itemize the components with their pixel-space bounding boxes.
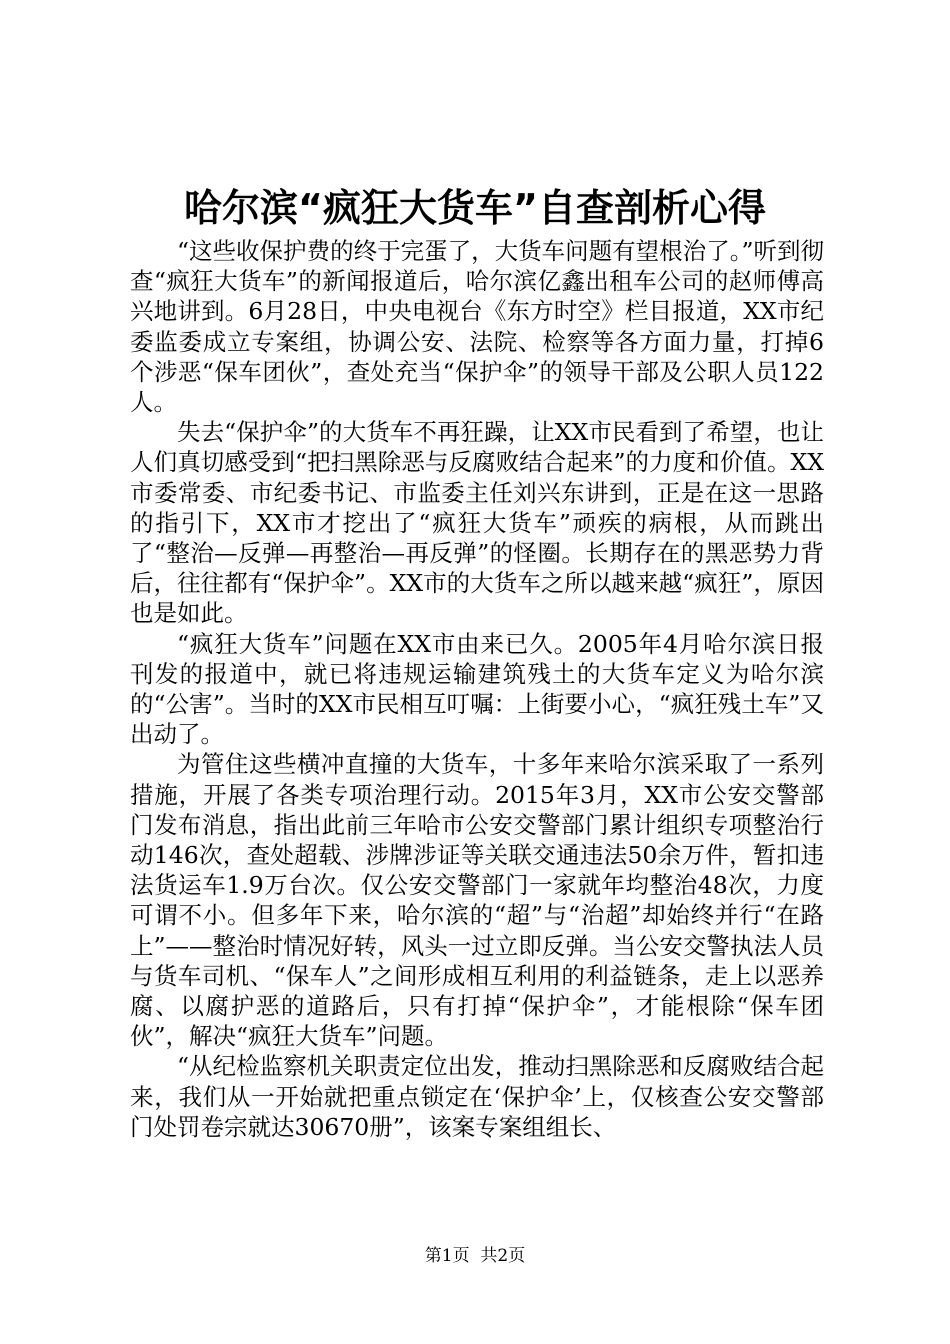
paragraph-4: 为管住这些横冲直撞的大货车，十多年来哈尔滨采取了一系列措施，开展了各类专项治理行动。2015年3月，XX市公安交警部门发布消息，指出此前三年哈市公安交警部门累计组织专项整治行动146次，查处超载、涉牌涉证等关联交通违法50余万件，暂扣违法货运车1.9万台次。仅公安交警部门一家就年均整治48次，力度可谓不小。但多年下来，哈尔滨的“超”与“治超”却始终并行“在路上”——整治时情况好转，风头一过立即反弹。当公安交警执法人员与货车司机、“保车人”之间形成相互利用的利益链条，走上以恶养腐、以腐护恶的道路后，只有打掉“保护伞”，才能根除“保车团伙”，解决“疯狂大货车”问题。 <box>130 750 824 1051</box>
paragraph-2: 失去“保护伞”的大货车不再狂躁，让XX市民看到了希望，也让人们真切感受到“把扫黑除恶与反腐败结合起来”的力度和价值。XX市委常委、市纪委书记、市监委主任刘兴东讲到，正是在这一思路的指引下，XX市才挖出了“疯狂大货车”顽疾的病根，从而跳出了“整治—反弹—再整治—再反弹”的怪圈。长期存在的黑恶势力背后，往往都有“保护伞”。XX市的大货车之所以越来越“疯狂”，原因也是如此。 <box>130 418 824 628</box>
page-number: 第1页 <box>424 1246 470 1266</box>
paragraph-1: “这些收保护费的终于完蛋了，大货车问题有望根治了。”听到彻查“疯狂大货车”的新闻报道后，哈尔滨亿鑫出租车公司的赵师傅高兴地讲到。6月28日，中央电视台《东方时空》栏目报道，XX市纪委监委成立专案组，协调公安、法院、检察等各方面力量，打掉6个涉恶“保车团伙”，查处充当“保护伞”的领导干部及公职人员122人。 <box>130 237 824 417</box>
page-footer <box>0 1245 950 1267</box>
paragraph-3: “疯狂大货车”问题在XX市由来已久。2005年4月哈尔滨日报刊发的报道中，就已将违规运输建筑残土的大货车定义为哈尔滨的“公害”。当时的XX市民相互叮嘱：上街要小心，“疯狂残土车”又出动了。 <box>130 629 824 749</box>
footer-spacer <box>470 1246 481 1266</box>
paragraph-5: “从纪检监察机关职责定位出发，推动扫黑除恶和反腐败结合起来，我们从一开始就把重点锁定在‘保护伞’上，仅核查公安交警部门处罚卷宗就达30670册”，该案专案组组长、 <box>130 1052 824 1141</box>
page-total: 共2页 <box>480 1246 526 1266</box>
document-body <box>130 236 824 1142</box>
page-title: 哈尔滨“疯狂大货车”自查剖析心得 <box>184 186 766 230</box>
